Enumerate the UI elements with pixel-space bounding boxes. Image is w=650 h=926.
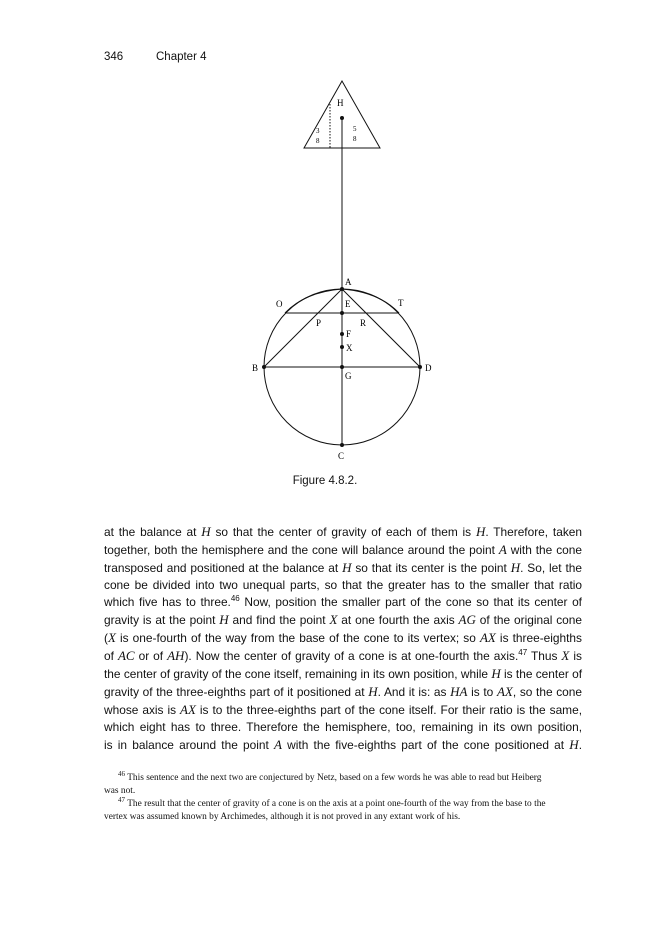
text-run: of xyxy=(104,649,118,663)
text-run: at the balance at xyxy=(104,525,202,539)
math-variable: H xyxy=(510,560,521,575)
label-h: H xyxy=(337,98,344,108)
math-variable: AX xyxy=(496,684,513,699)
body-line xyxy=(104,594,582,611)
body-line xyxy=(104,629,582,647)
label-p: P xyxy=(316,318,322,328)
text-run: is one-fourth of the way from the base of the cone to its vertex; so xyxy=(115,631,480,645)
footnote-line xyxy=(104,769,582,785)
text-run: together, both the hemisphere and the cone will balance around the point xyxy=(104,543,499,557)
math-variable: X xyxy=(561,648,570,663)
body-line xyxy=(104,736,582,754)
body-line xyxy=(104,523,582,541)
text-run: and find the point xyxy=(228,613,330,627)
fraction-right-num: 5 xyxy=(353,125,357,133)
body-line xyxy=(104,683,582,701)
text-run: Thus xyxy=(527,649,562,663)
text-run: is in balance around the point xyxy=(104,738,275,752)
text-run: with the cone xyxy=(506,543,582,557)
label-x: X xyxy=(346,343,353,353)
text-run: which eight has to three. Therefore the hemisphere, too, remaining in its own position, xyxy=(104,720,582,734)
label-f: F xyxy=(346,329,352,339)
math-variable: AX xyxy=(479,630,496,645)
text-run: of the original cone xyxy=(475,613,583,627)
text-run: ). Now the center of gravity of a cone is at one-fourth the axis. xyxy=(184,649,519,663)
text-run: is xyxy=(569,649,582,663)
label-r: R xyxy=(360,318,367,328)
footnote-text: The result that the center of gravity of a cone is on the axis at a point one-fourth of the way from the base to the xyxy=(127,799,546,809)
figure-caption: Figure 4.8.2. xyxy=(292,475,358,487)
text-run: the center of gravity of the cone itself, remaining in its own position, while xyxy=(104,667,492,681)
math-variable: H xyxy=(201,524,211,539)
page-number: 346 xyxy=(104,51,124,63)
text-run: at one fourth the axis xyxy=(337,613,459,627)
text-run: cone be divided into two unequal parts, so that the greater has to the smaller that ratio xyxy=(104,578,582,592)
body-line xyxy=(104,647,582,665)
text-run: . xyxy=(578,738,582,752)
text-run: is the center of xyxy=(500,667,582,681)
text-run: is to the three-eighths part of the cone itself. For their ratio is the same, xyxy=(195,703,583,717)
body-line xyxy=(104,611,582,629)
footnote-number: 47 xyxy=(118,795,125,804)
body-line xyxy=(104,665,582,683)
footnote-line xyxy=(104,795,582,811)
point-e xyxy=(340,311,344,315)
label-g: G xyxy=(345,371,352,381)
body-line xyxy=(104,701,582,719)
footnote-reference: 46 xyxy=(230,594,240,604)
footnote-number: 46 xyxy=(118,769,125,778)
math-variable: AG xyxy=(458,612,476,627)
text-run: whose axis is xyxy=(104,703,181,717)
point-h xyxy=(340,116,344,120)
text-run: gravity is at the point xyxy=(104,613,220,627)
fraction-left-den: 8 xyxy=(316,137,320,145)
point-c xyxy=(340,443,344,447)
math-variable: H xyxy=(342,560,352,575)
fraction-right-den: 8 xyxy=(353,135,357,143)
fraction-left-num: 3 xyxy=(316,127,320,135)
footnotes xyxy=(104,769,582,824)
arc-ta xyxy=(342,289,399,313)
chapter-label: Chapter 4 xyxy=(156,51,207,63)
math-variable: AC xyxy=(117,648,135,663)
text-run: . So, let the xyxy=(520,561,582,575)
cone-side-ad xyxy=(342,289,420,367)
body-line xyxy=(104,719,582,736)
footnote-47 xyxy=(104,795,582,824)
math-variable: AH xyxy=(167,648,185,663)
math-variable: A xyxy=(274,737,282,752)
math-variable: AX xyxy=(180,702,196,717)
body-line xyxy=(104,541,582,559)
text-run: is to xyxy=(467,685,497,699)
text-run: is three-eighths xyxy=(495,631,582,645)
math-variable: H xyxy=(569,737,579,752)
text-run: . Therefore, taken xyxy=(485,525,582,539)
math-variable: H xyxy=(368,684,378,699)
math-variable: H xyxy=(491,666,501,681)
point-g xyxy=(340,365,344,369)
math-variable: H xyxy=(219,612,229,627)
text-run: so that the center of gravity of each of them is xyxy=(210,525,476,539)
label-b: B xyxy=(252,363,259,373)
body-line xyxy=(104,577,582,594)
text-run: which five has to three. xyxy=(104,595,231,609)
math-variable: A xyxy=(498,542,507,557)
math-variable: HA xyxy=(450,684,468,699)
math-variable: H xyxy=(475,524,486,539)
footnote-reference: 47 xyxy=(518,648,528,658)
point-x xyxy=(340,345,344,349)
text-run: so that its center is the point xyxy=(351,561,511,575)
label-o: O xyxy=(276,299,283,309)
text-run: Now, position the smaller part of the cone so that its center of xyxy=(239,595,582,609)
point-a xyxy=(340,287,344,291)
footnote-text: This sentence and the next two are conjectured by Netz, based on a few words he was able to read but Heiberg xyxy=(127,773,542,783)
arc-oa xyxy=(285,289,342,313)
footnote-line: was not. xyxy=(104,786,136,796)
text-run: , so the cone xyxy=(512,685,583,699)
text-run: gravity of the three-eighths part of it positioned at xyxy=(104,685,369,699)
point-f xyxy=(340,332,344,336)
math-variable: X xyxy=(329,612,338,627)
footnote-line: vertex was assumed known by Archimedes, although it is not proved in any extant work of his. xyxy=(104,812,461,822)
label-c: C xyxy=(338,451,345,461)
body-line xyxy=(104,559,582,577)
point-d xyxy=(418,365,422,369)
text-run: transposed and positioned at the balance at xyxy=(104,561,343,575)
label-a: A xyxy=(345,277,352,287)
body-paragraph xyxy=(104,523,582,754)
footnote-46 xyxy=(104,769,582,798)
text-run: . And it is: as xyxy=(377,685,451,699)
text-run: or of xyxy=(134,649,168,663)
label-e: E xyxy=(345,299,351,309)
label-t: T xyxy=(398,298,404,308)
text-run: ( xyxy=(104,631,108,645)
point-b xyxy=(262,365,266,369)
label-d: D xyxy=(425,363,432,373)
math-variable: X xyxy=(107,630,116,645)
text-run: with the five-eighths part of the cone positioned at xyxy=(281,738,570,752)
